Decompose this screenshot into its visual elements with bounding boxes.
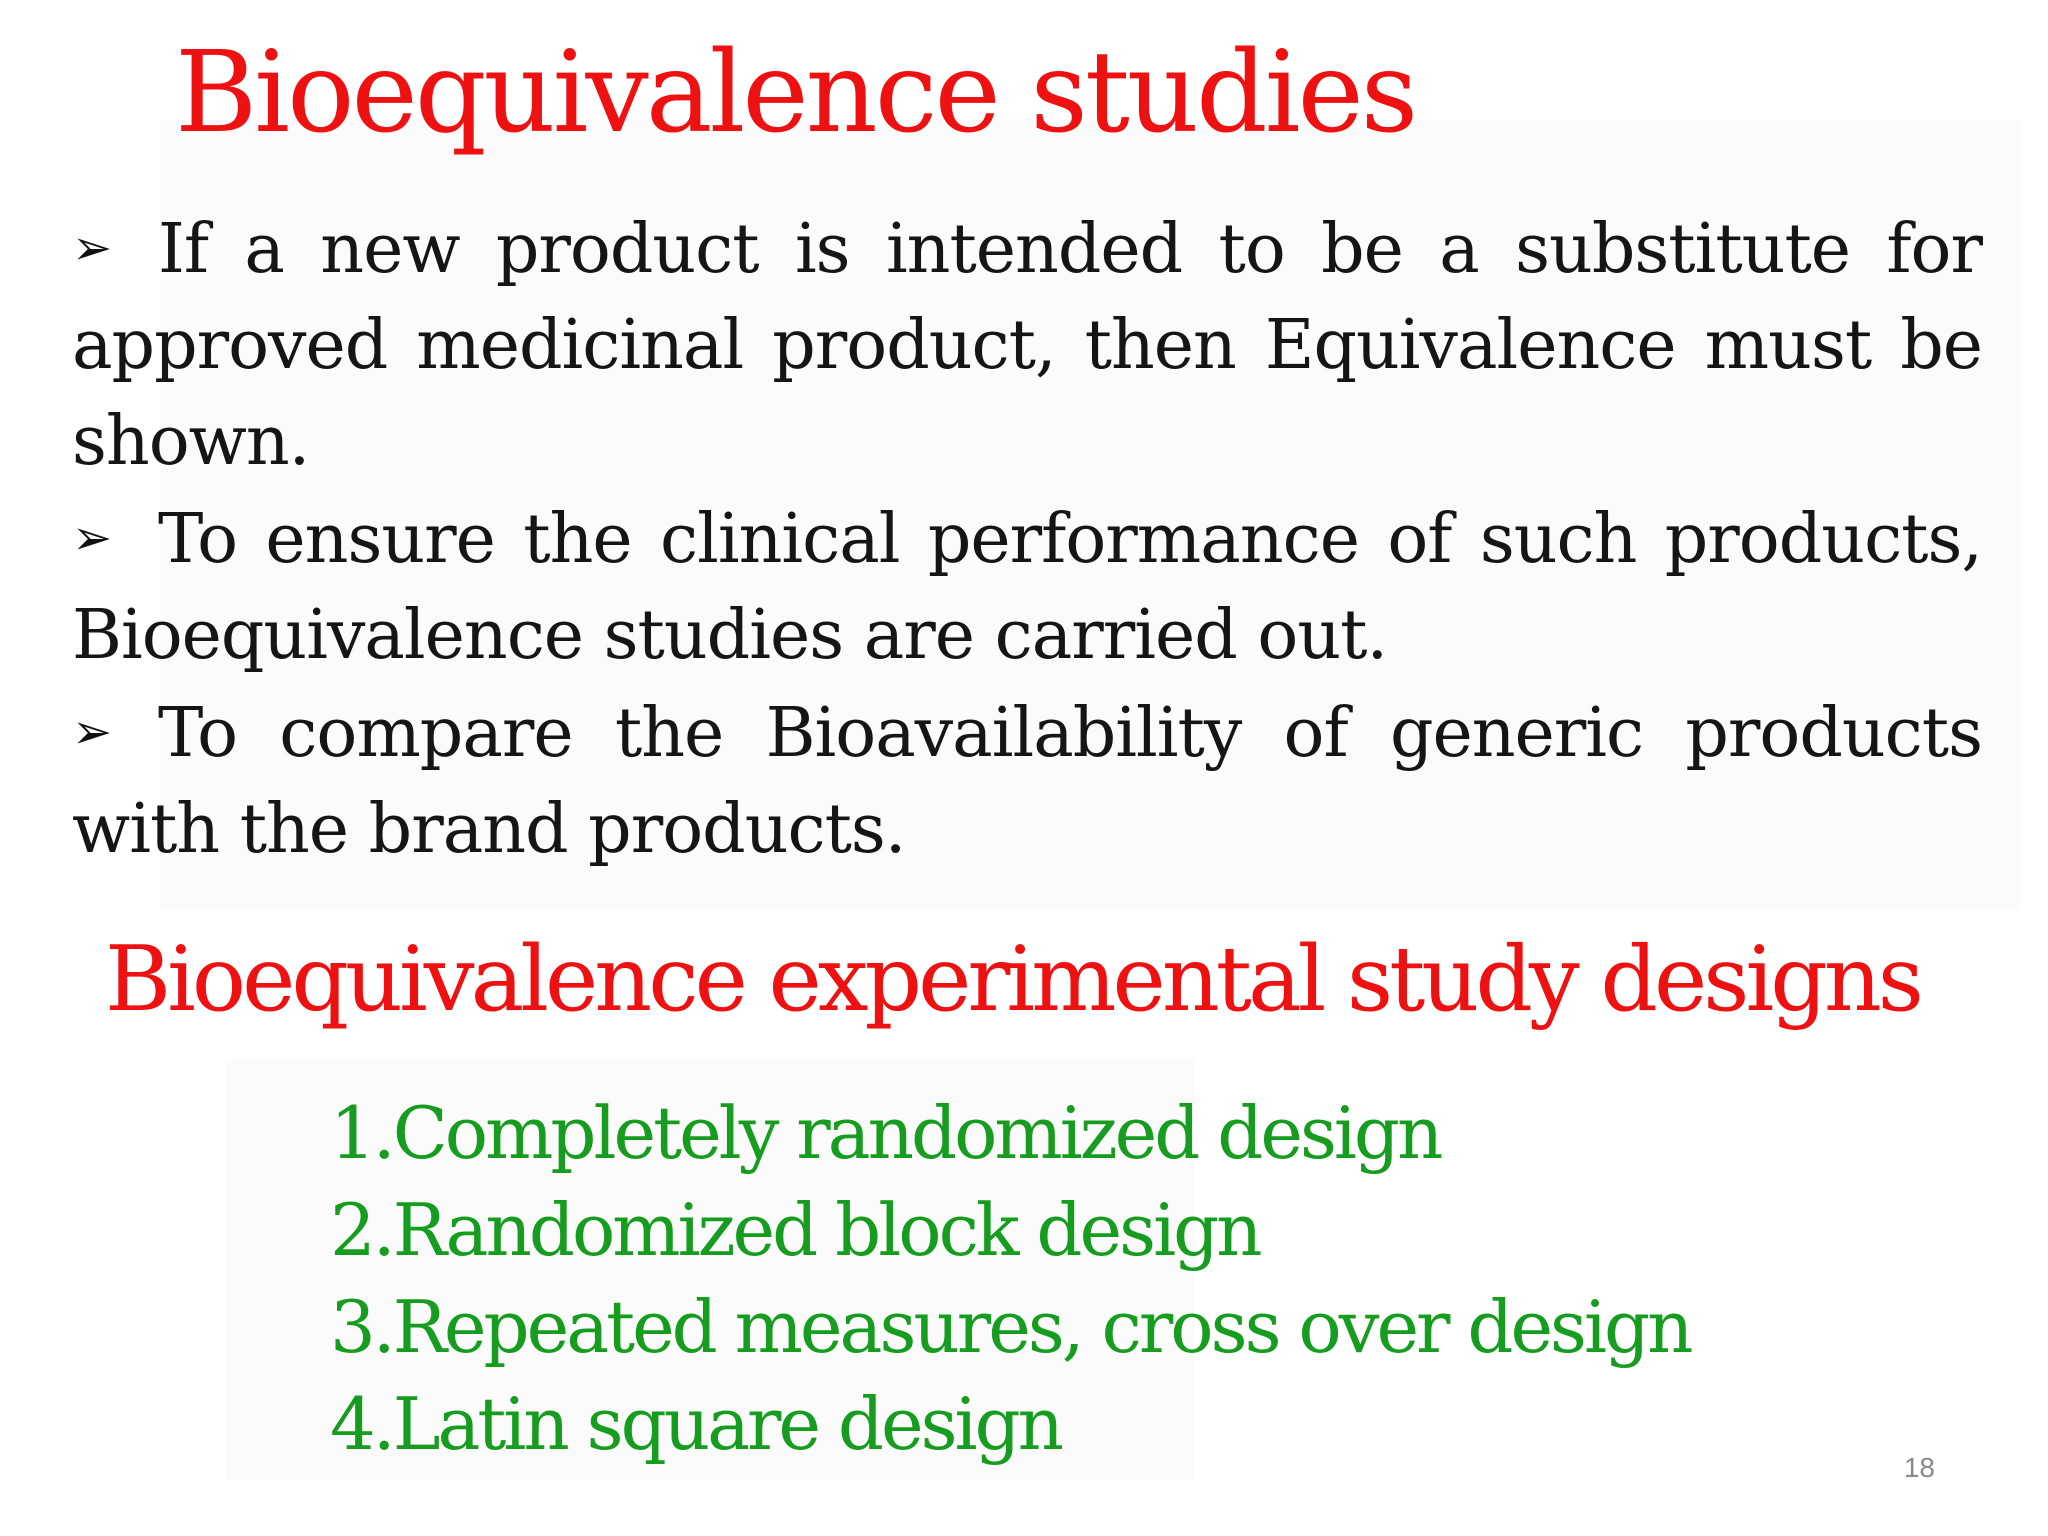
bullet-item — [72, 200, 1982, 490]
bullet-item — [72, 684, 1982, 878]
bullet-list — [72, 200, 1982, 878]
bullet-text: To compare the Bioavailability of generic products with the brand products. — [72, 694, 1982, 869]
slide-title: Bioequivalence studies — [175, 28, 1416, 158]
arrowhead-bullet-icon: ➢ — [72, 220, 112, 276]
design-list-item: 2.Randomized block design — [330, 1188, 1260, 1272]
design-list — [330, 1085, 1691, 1473]
bullet-text: If a new product is intended to be a substitute for approved medicinal product, then Equivalence must be shown. — [72, 210, 1982, 481]
design-list-item: 3.Repeated measures, cross over design — [330, 1285, 1691, 1369]
arrowhead-bullet-icon: ➢ — [72, 704, 112, 760]
bullet-item — [72, 490, 1982, 684]
designs-heading: Bioequivalence experimental study designs — [105, 927, 1920, 1032]
design-list-item: 4.Latin square design — [330, 1382, 1062, 1466]
design-list-item: 1.Completely randomized design — [330, 1091, 1441, 1175]
slide-number: 18 — [1903, 1452, 1935, 1483]
bullet-text: To ensure the clinical performance of such products, Bioequivalence studies are carried out. — [72, 500, 1982, 675]
arrowhead-bullet-icon: ➢ — [72, 510, 112, 566]
